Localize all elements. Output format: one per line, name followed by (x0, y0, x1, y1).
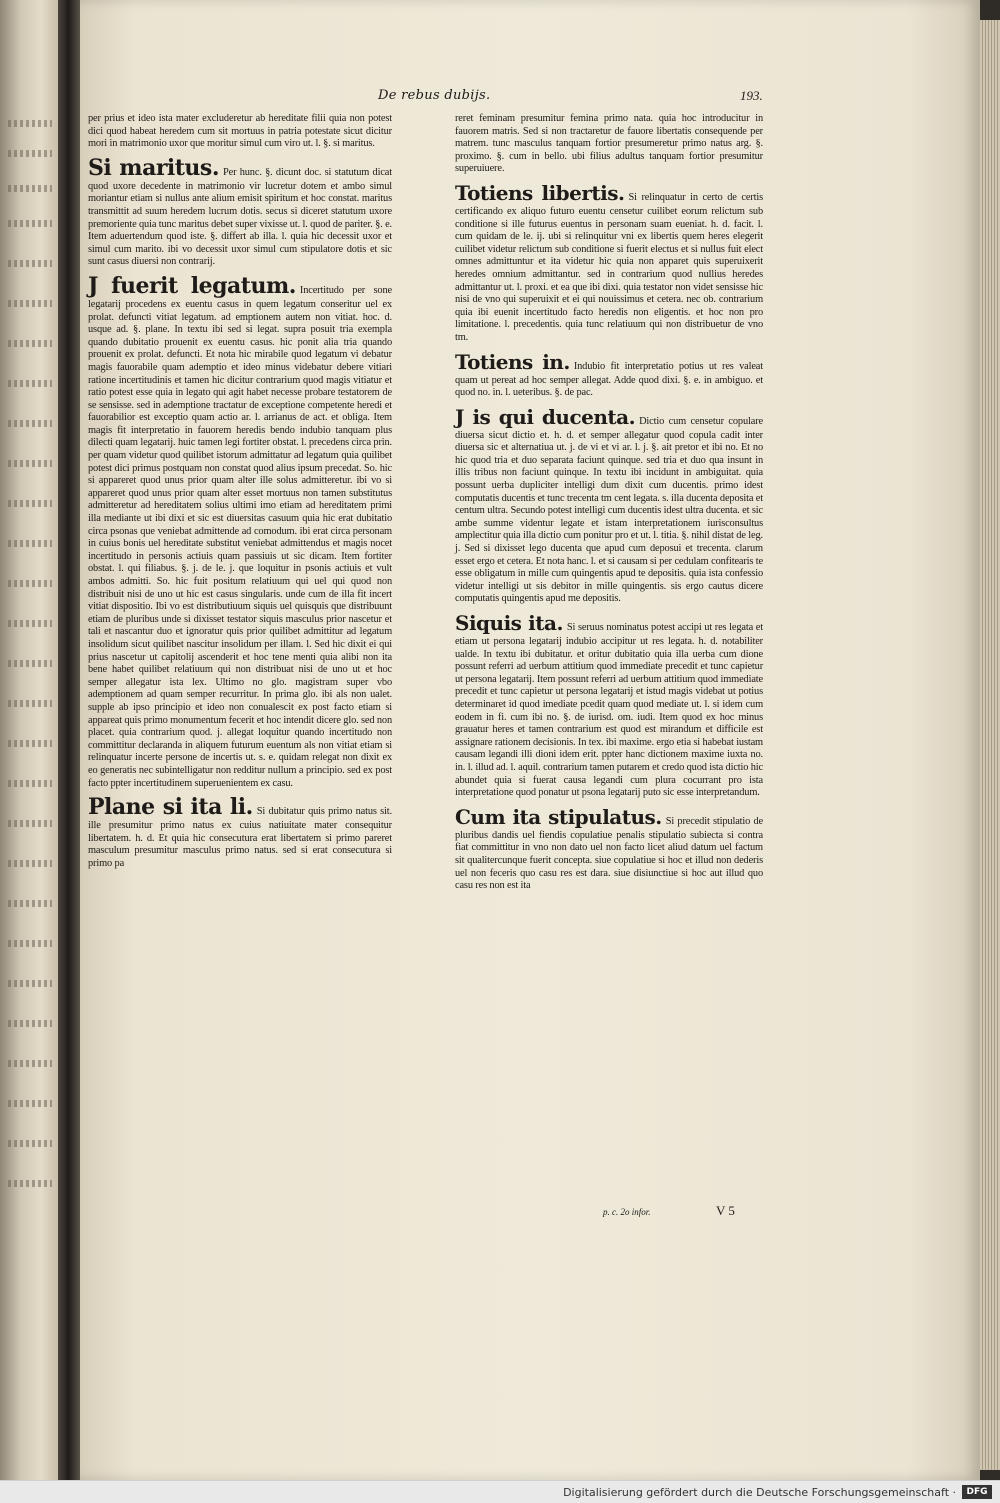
lemma-heading: J fuerit legatum. (88, 272, 296, 299)
paragraph (88, 155, 392, 269)
printer-signature: p. c. 2o infor. (603, 1207, 651, 1217)
paragraph (455, 404, 763, 606)
gathering-mark: V 5 (716, 1203, 735, 1218)
paragraph-text: Si seruus nominatus potest accipi ut res legata et etiam ut persona legatarij indubio accipitur ut res legata. h. d. notabiliter ualde. In textu ibi dubitatur. et oritur dubitatio quia illa uerba cum dione possunt referri ad uerbum attitium quod immediate precedit et tunc capietur ut persona legatarij. Item possunt referri ad uerbum attitium quod immediate precedit et tunc capietur ut persona legatarij et istud magis videbat ut potius determinaret id quod imediate pcedit quam quod mediate ut. l. si idem cum eodem in fi. cum ibi no. §. de iurisd. om. iudi. Item quod ex hoc minus grauatur heres et tamen contrarium est quod est mirandum et difficile est assignare rationem decisionis. In tex. ibi maxime. ergo etia si habebat iustam causam legandi illi dioni idem erit. ppter hanc dictionem maxime iuxta no. in. l. illud ad. l. aquil. contrarium tamen putarem et credo quod ista dictio hic abundet quia si fuerat causa legandi cum plura cocurrant pro ista interpretatione quod ponatur ut psona legatarij puto sic esse interpretandum. (455, 622, 763, 799)
lemma-heading: Totiens in. (455, 349, 570, 374)
paragraph-text: Si dubitatur quis primo natus sit. ille presumitur primo natus ex cuius natiuitate mater consequitur libertatem. h. d. Et quia hic consecutura erat libertatem si primo pareret masculum presumitur masculus primo natus. sed si erat consecutura si primo pa (88, 806, 392, 869)
paragraph (455, 349, 763, 400)
paragraph (88, 794, 392, 870)
paragraph-text: reret feminam presumitur femina primo nata. quia hoc introducitur in fauorem matris. Sed si non tractaretur de fauore libertatis consequende per matrem. tunc masculus tanquam fortior presumeretur primo natus arg. §. proximo. §. cum in bello. ubi filius adultus tanquam fortior presumitur superuiuere. (455, 113, 763, 175)
left-page-edge (0, 0, 58, 1480)
paragraph-text: Indubio fit interpretatio potius ut res valeat quam ut pereat ad hoc semper allegat. Adde quod dixi. §. e. in ambiguo. et quod no. in. l. ueteribus. §. de pac. (455, 360, 763, 399)
paragraph-text: Dictio cum censetur copulare diuersa sicut dictio et. h. d. et semper allegatur quod copula cadit inter diuersa sic et alternatiua ut. j. de vi et vi ar. l. j. §. ait pretor et ibi no. Et no hic quod tria et duo separata faciunt quinque. sed tria et duo qua insunt in illis tribus non faciunt quinque. In textu ibi incidunt in ambiguitat. quia possunt uerba dupliciter intelligi dum dixit cum ducentis. primo idest computatis ducentis et tunc trecenta tm cent legata. s. illa ducenta deposita et centum ultra. Secundo potest intelligi cum ducentis idest ultra ducenta. et sic ambe summe videntur legate et istam interpretationem iurisconsultus amplectitur quia illa dictio cum ponitur pro et ut. l. titia. §. nihil distat de leg. j. Sed si dixisset lego ducenta que apud cum deposui et trecenta. clarum esset ergo et cetera. Et nota hanc. l. et si causam si per cedulam confitearis te esse obligatum in mille cum quingentis apud te depositis. quia ista confessio videtur intelligi ut sis debitor in mille quingentis. sis ergo cautus dicere computatis quingentis apud me depositis. (455, 415, 763, 605)
running-head: De rebus dubijs. (378, 88, 491, 103)
right-text-column (455, 113, 763, 893)
paragraph (455, 180, 763, 345)
folio-number: 193. (740, 88, 763, 103)
paragraph (455, 113, 763, 176)
paragraph (88, 113, 392, 151)
paragraph-text: Si precedit stipulatio de pluribus dandis uel fiendis copulatiue penalis stipulatio subiecta si contra fiat committitur in vno non dato uel non facto licet aliud datum uel factum sit qualitercunque fuerit concepta. siue copulatiue si hoc et illud non dederis uel non feceris quo casu res est dara. siue disiunctiue si hoc aut illud quo casu res non est ita (455, 815, 763, 892)
page-stack-edge (980, 20, 1000, 1470)
paragraph (88, 273, 392, 790)
lemma-heading: Si maritus. (88, 154, 219, 181)
left-text-column (88, 113, 392, 870)
paragraph (455, 804, 763, 893)
digitization-notice: Digitalisierung gefördert durch die Deutsche Forschungsgemeinschaft · (563, 1486, 956, 1499)
paragraph-text: Per hunc. §. dicunt doc. si statutum dicat quod uxore decedente in matrimonio vir lucretur dotem et ambo simul moriantur etiam si nullus ante alium emisit spiritum et hoc constat. maritus transmittit ad suum heredem lucrum dotis. secus si diceret statutum uxore premoriente quia tunc maritus debet super vixisse ut. l. quod de pariter. §. e. Item aduertendum quod iste. §. differt ab illa. l. quia hic decessit uxor et simul cum marito. ibi vo decessit uxor simul cum stipulatore dotis et sic sunt casus diuersi non contrarij. (88, 166, 392, 268)
lemma-heading: J is qui ducenta. (455, 404, 636, 429)
paragraph-text: Incertitudo per sone legatarij procedens ex euentu casus in quem legatum conseritur uel ex prolat. defuncti vitiat legatum. ad emptionem autem non vitiat. hoc. d. usque ad. §. plane. In textu ibi sed si legat. supra posuit tria exempla quando dubitatio prouenit ex euentu casus. hic ponit alia tria quando prouenit ex prolat. defuncti. Et nota hic mirabile quod legatum vi debatur magis fauorabile quam ademptio et ideo minus videbatur debere vitiari ratione incertitudinis et tamen hic dicitur contrarium quod magis vitiatur et ratio potest esse quia in legato qui agit habet necesse probare testatorem de se sensisse. sed in ademptione tractatur de exceptione competente heredi et fauorabilior est exceptio quam actio ar. l. arrianus de act. et obliga. Item magis fit interpretatio in fauorem heredis bendo indubio tanquam plus dilecti quam legatarij. huic tamen legi fortiter obstat. l. precedens circa prin. per quam videtur quod quilibet istorum admittatur ad legatum quia quilibet potest dici primus postquam non constat quod alius ipsum precedat. So. hic si appareret quod unus prior quam alter ille solus admitteretur. ibi vo si appareret quod unus prior quam alter esset mortuus non tamen substitutus admitteretur ad hereditatem solius ultimi imo etiam ad hereditatem primi illa mediante ut ibi dixi et sic est diuersitas casuum quia hic erat dubitatio circa psonas que veniebat admittende ad comodum. ibi erat circa personam in cuius bonis uel hereditate substitut veniebat admittendus et magis nocet incertitudo in personis actiuis quam passiuis ut sic dicam. Item fortiter obstat. l. qui filiabus. §. j. de le. j. que loquitur in psonis actiuis et vult ambos admitti. So. hic fuit positum relatiuum qui uel qui quod non distribuit nisi de uno ut hic est casus singularis. unde cum de illa fit incert vitiat dispositio. Ibi vo est distributiuum siquis uel quisquis que distribuunt etiam de pluribus unde si dixisset testator siquis masculus prior nascetur et tali et nascantur duo et ignoratur quis prior quilibet admittitur ad legatum insolidum sicut quilibet nascitur insolidum per illam. l. Sed hic dixit ei qui prius nascetur ut capitolij ascenderit et hoc tene menti quia alibi non ita bene habet quilibet relatiuum qui non distribuat nisi de uno ut et hoc semper allegatur ista lex. Ultimo no glo. magistram super vbo ademptionem ad quam semper recurritur. In prima glo. ibi als non ualet. supple ab ipso principio et ideo non conualescit ex post facto etiam si appareat quis primo monumentum fecerit et hoc intendit dicere glo. sed non placet. quia contrarium quod. j. allegat loquitur quando incertitudo non committitur declaranda in aliquem futurum euentum als non vitiat etiam si relinquatur incerte persone de incertis ut. s. e. quidam relegat non dixit ex eo generatis nec subintelligatur non redditur nullum a principio. sed ex post facto ppter incertitudinem superuenientem ex casu. (88, 284, 392, 789)
paragraph-text: Si relinquatur in certo de certis certificando ex aliquo futuro euentu censetur cuilibet eorum relictum sub conditione si ille futurus euentus in personam suam eueniat. h. d. facit. l. cum quidam de le. ij. ubi si relinquitur vni ex libertis quem heres elegerit cuilibet videtur relictum sub conditione si fuerit electus et si nullus fuit elect omnes admittuntur et ita videtur hic quia non apparet quis superuixerit heredes omnium admittantur. sed in contrarium quod nullius heredes admittantur ut. l. proxi. et ea que ibi dixi. quia testator non videt sensisse hic nisi de vno qui superuixit et ei qui nouissimus et cetera. nec ob. contrarium quia ibi euenit incertitudo facto heredis non eligentis. et hoc non pro limitatione. l. precedentis. quia tunc relatiuum qui non distribuetur de vno tm. (455, 191, 763, 343)
lemma-heading: Siquis ita. (455, 611, 563, 635)
dfg-logo-icon: DFG (962, 1485, 992, 1499)
lemma-heading: Cum ita stipulatus. (455, 804, 662, 829)
lemma-heading: Totiens libertis. (455, 180, 625, 205)
digitization-footer-bar (0, 1480, 1000, 1503)
paragraph-text: per prius et ideo ista mater excluderetur ab hereditate filii quia non potest dici quod habeat heredem cum sit mortuus in patria potestate sicut dicitur mori in matrimonio uxor que moritur simul cum viro ut. l. §. si maritus. (88, 113, 392, 150)
paragraph (455, 610, 763, 800)
lemma-heading: Plane si ita li. (88, 794, 253, 821)
